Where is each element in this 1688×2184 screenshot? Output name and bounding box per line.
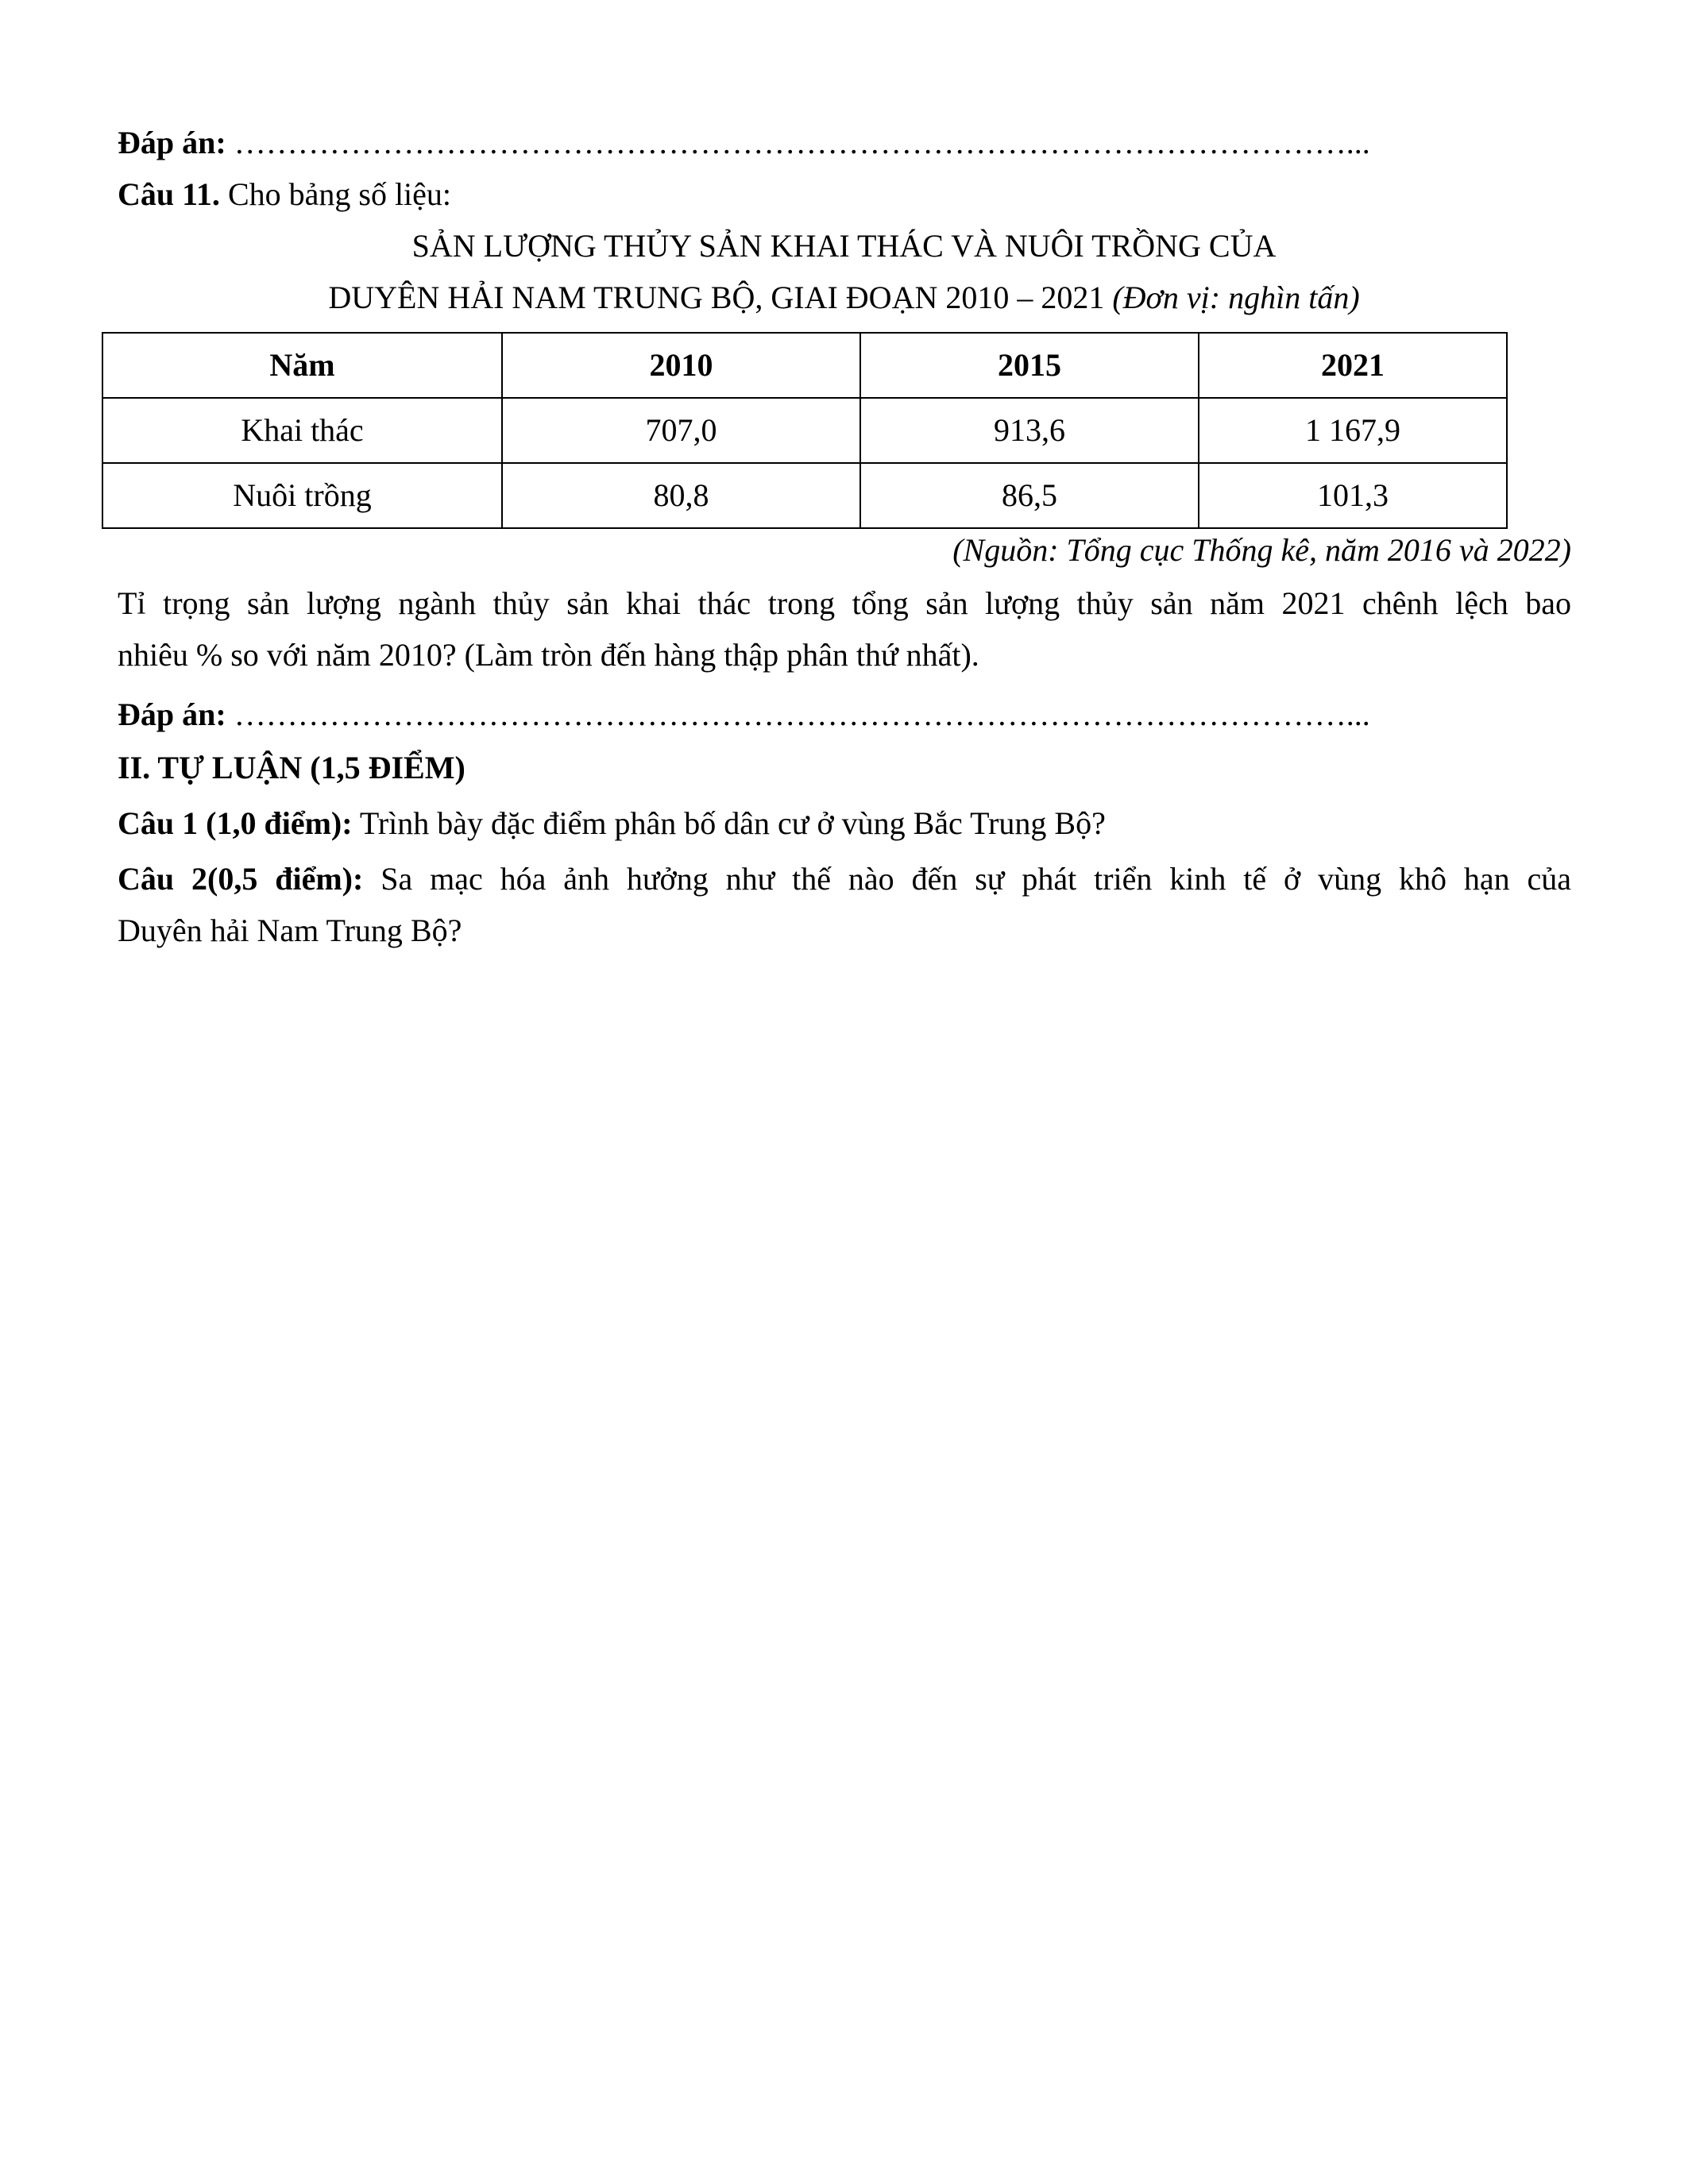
essay-question-2-line-1	[118, 859, 1571, 899]
answer-dots: ……………………………………………………………………………………………...	[234, 125, 1370, 160]
essay-question-label: Câu 2(0,5 điểm):	[118, 861, 364, 897]
section-heading: II. TỰ LUẬN (1,5 ĐIỂM)	[118, 750, 465, 785]
essay-question-text: Trình bày đặc điểm phân bố dân cư ở vùng Bắc Trung Bộ?	[359, 805, 1106, 841]
question-text-line-1: Tỉ trọng sản lượng ngành thủy sản khai thác trong tổng sản lượng thủy sản năm 2021 chênh lệch bao	[118, 585, 1571, 621]
table-cell: 707,0	[502, 398, 860, 463]
essay-question-text: Sa mạc hóa ảnh hưởng như thế nào đến sự phát triển kinh tế ở vùng khô hạn của	[380, 861, 1572, 897]
table-row	[102, 463, 1507, 528]
header-cell: 2015	[860, 333, 1199, 398]
row-label-cell: Nuôi trồng	[102, 463, 502, 528]
row-label-cell: Khai thác	[102, 398, 502, 463]
essay-question-2-line-2: Duyên hải Nam Trung Bộ?	[118, 913, 462, 948]
header-cell: Năm	[102, 333, 502, 398]
table-header-row	[102, 333, 1507, 398]
question-number: Câu 11.	[118, 176, 220, 212]
answer-line-q11	[118, 695, 1571, 735]
table-cell: 86,5	[860, 463, 1199, 528]
data-table	[102, 332, 1508, 529]
table-cell: 1 167,9	[1199, 398, 1507, 463]
table-title-line-1: SẢN LƯỢNG THỦY SẢN KHAI THÁC VÀ NUÔI TRỒNG CỦA	[411, 228, 1277, 264]
header-cell: 2021	[1199, 333, 1507, 398]
table-cell: 101,3	[1199, 463, 1507, 528]
answer-label: Đáp án:	[118, 125, 226, 160]
table-title-line-2	[0, 278, 1688, 318]
question-intro: Cho bảng số liệu:	[227, 176, 452, 212]
essay-question-1	[118, 804, 1571, 843]
answer-line-q10	[118, 123, 1571, 163]
essay-question-label: Câu 1 (1,0 điểm):	[118, 805, 353, 841]
question-text-line-2: nhiêu % so với năm 2010? (Làm tròn đến hàng thập phân thứ nhất).	[118, 637, 979, 673]
table-row	[102, 398, 1507, 463]
answer-label: Đáp án:	[118, 696, 226, 732]
answer-dots: ……………………………………………………………………………………………...	[234, 696, 1370, 732]
table-source: (Nguồn: Tổng cục Thống kê, năm 2016 và 2022)	[952, 532, 1571, 568]
table-cell: 80,8	[502, 463, 860, 528]
table-title-text: DUYÊN HẢI NAM TRUNG BỘ, GIAI ĐOẠN 2010 – 2021	[328, 280, 1105, 315]
table-cell: 913,6	[860, 398, 1199, 463]
header-cell: 2010	[502, 333, 860, 398]
table-unit: (Đơn vị: nghìn tấn)	[1112, 280, 1360, 315]
question-11-intro	[118, 175, 1571, 214]
